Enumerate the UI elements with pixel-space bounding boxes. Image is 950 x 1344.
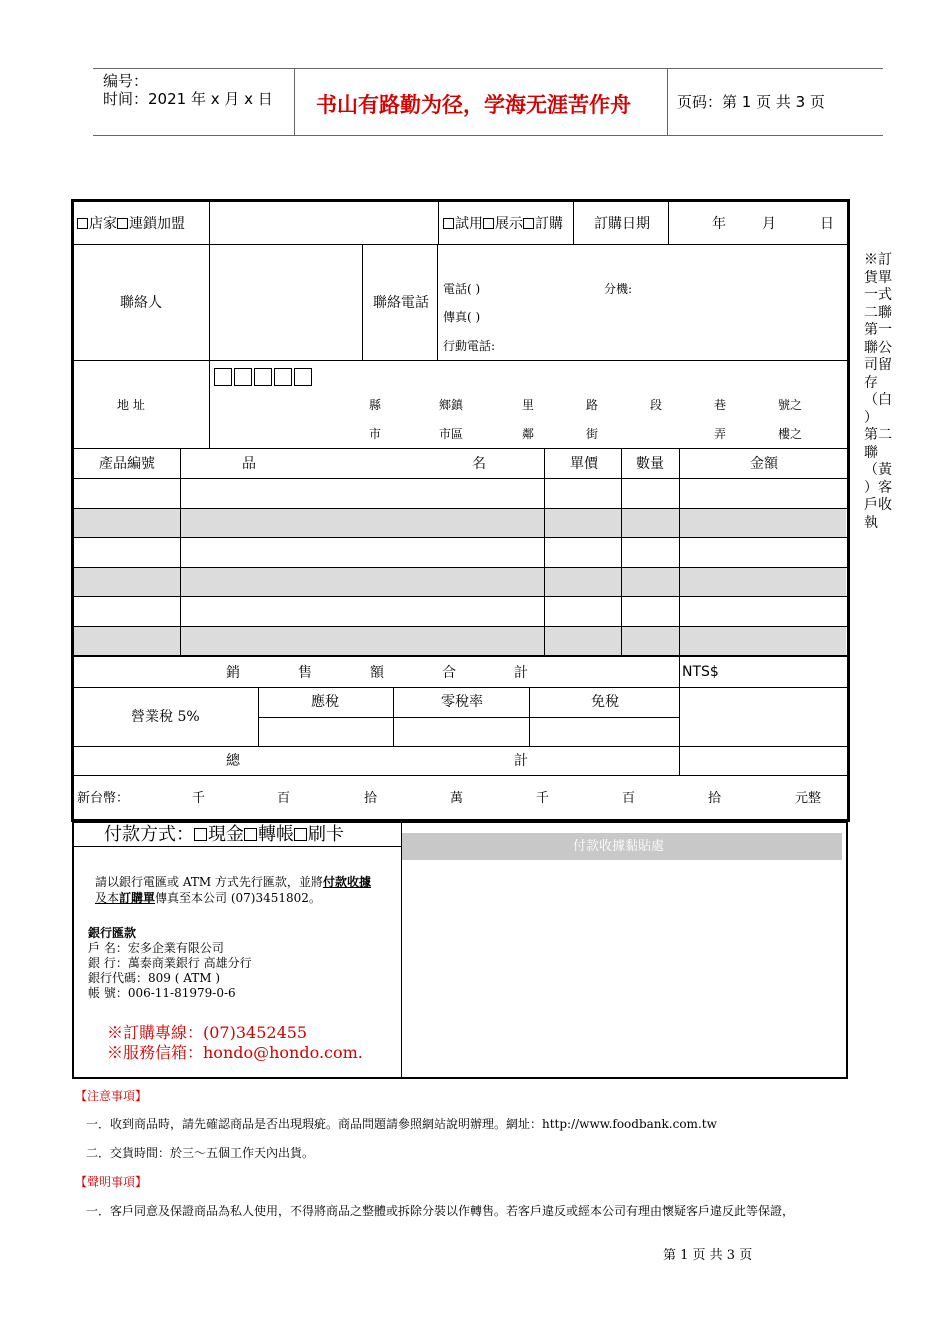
payment-method[interactable]: 付款方式： 現金 轉帳 刷卡: [104, 824, 344, 845]
table-row[interactable]: [74, 508, 846, 537]
side-note-line: 司留: [864, 357, 892, 373]
ntd-unit: 百: [622, 791, 636, 806]
side-note-line: （黃: [864, 462, 892, 478]
tax-label: 營業稅 5%: [131, 709, 200, 725]
ext-field[interactable]: 分機:: [604, 282, 633, 296]
contact-person-label: 聯絡人: [120, 295, 162, 311]
addr-unit: 號之: [778, 398, 803, 412]
order-hotline: ※訂購專線：(07)3452455: [107, 1023, 308, 1042]
ntd-label: 新台幣：: [77, 791, 130, 806]
declare-title: 【聲明事項】: [75, 1175, 148, 1189]
postal-code-boxes[interactable]: [214, 368, 314, 390]
grand-total-char: 總: [226, 753, 240, 769]
addr-unit: 弄: [714, 427, 727, 441]
addr-unit: 段: [650, 398, 663, 412]
tel-field[interactable]: 電話( ): [443, 282, 481, 296]
attention-item-2: 二．交貨時間：於三～五個工作天內出貨。: [86, 1146, 315, 1160]
ntd-unit: 萬: [450, 791, 464, 806]
declare-item-1: 一．客戶同意及保證商品為私人使用，不得將商品之整體或拆除分裝以作轉售。若客戶違反或經本公司有理由懷疑客戶違反此等保證，: [86, 1204, 795, 1218]
addr-unit: 市: [369, 427, 382, 441]
bank-title: 銀行匯款: [88, 926, 137, 940]
date-year: 年: [712, 216, 726, 232]
side-note: [864, 252, 900, 532]
side-note-line: 聯: [864, 444, 878, 461]
ntd-unit: 千: [192, 791, 206, 806]
addr-unit: 樓之: [778, 427, 803, 441]
checkbox-card[interactable]: [294, 828, 307, 841]
serial-label: 编号：: [103, 72, 149, 90]
col-amount: 金額: [750, 456, 778, 472]
col-unit-price: 單價: [570, 456, 598, 472]
tax-col-taxable: 應稅: [311, 694, 339, 710]
side-note-line: ）: [864, 409, 878, 426]
ntd-unit: 拾: [364, 791, 378, 806]
ntd-unit: 元整: [795, 791, 822, 806]
table-row[interactable]: [74, 626, 846, 655]
tax-col-zero: 零稅率: [441, 694, 483, 710]
postal-digit-box[interactable]: [214, 368, 232, 386]
side-note-line: 聯公: [864, 339, 892, 356]
side-note-line: 第一: [864, 322, 892, 338]
side-note-line: 戶收: [864, 497, 892, 513]
addr-unit: 路: [586, 398, 599, 412]
address-label: 地 址: [117, 398, 145, 412]
checkbox-chain[interactable]: [117, 218, 128, 229]
ntd-unit: 拾: [708, 791, 722, 806]
bank-code: 銀行代碼：809 ( ATM ): [88, 971, 221, 985]
side-note-line: 二聯: [864, 304, 892, 321]
addr-unit: 里: [522, 398, 535, 412]
side-note-line: 第二: [864, 427, 892, 443]
addr-unit: 市區: [439, 427, 464, 441]
postal-digit-box[interactable]: [234, 368, 252, 386]
payment-instructions: 請以銀行電匯或 ATM 方式先行匯款，並將付款收據 及本訂購單傳真至本公司 (07)3451802。: [95, 875, 371, 905]
sales-total-char: 合: [442, 665, 456, 681]
store-type-options[interactable]: 店家 連鎖加盟: [77, 217, 185, 231]
purpose-options[interactable]: 試用 展示 訂購: [443, 217, 563, 231]
date-day: 日: [820, 216, 834, 232]
currency-label: NTS$: [682, 664, 719, 680]
addr-unit: 巷: [714, 398, 727, 412]
date-month: 月: [762, 216, 776, 232]
addr-unit: 鄉鎮: [439, 398, 464, 412]
bank-account-no: 帳 號：006-11-81979-0-6: [88, 986, 236, 1000]
ntd-unit: 百: [277, 791, 291, 806]
col-name-1: 品: [242, 456, 256, 472]
addr-unit: 縣: [369, 398, 382, 412]
table-row[interactable]: [74, 567, 846, 596]
col-name-2: 名: [472, 456, 486, 472]
postal-digit-box[interactable]: [294, 368, 312, 386]
motto: 书山有路勤为径，学海无涯苦作舟: [316, 92, 631, 117]
sales-total-char: 額: [370, 665, 384, 681]
order-date-label: 訂購日期: [594, 216, 650, 232]
postal-digit-box[interactable]: [274, 368, 292, 386]
sales-total-char: 售: [298, 665, 312, 681]
sales-total-char: 銷: [226, 665, 240, 681]
grand-total-char: 計: [514, 753, 528, 769]
side-note-line: 存: [864, 374, 878, 391]
side-note-line: ※訂: [864, 252, 892, 268]
checkbox-order[interactable]: [523, 218, 534, 229]
addr-unit: 街: [586, 427, 599, 441]
receipt-paste-label: 付款收據黏貼處: [573, 839, 665, 854]
time-label: 时间：2021 年 x 月 x 日: [103, 90, 273, 108]
checkbox-transfer[interactable]: [244, 828, 257, 841]
col-product-no: 產品編號: [99, 456, 155, 472]
col-quantity: 數量: [636, 456, 664, 472]
attention-title: 【注意事項】: [75, 1089, 148, 1103]
side-note-line: 執: [864, 514, 878, 531]
bank-account-name: 戶 名：宏多企業有限公司: [88, 941, 224, 955]
checkbox-display[interactable]: [483, 218, 494, 229]
page-label: 页码：第 1 页 共 3 页: [677, 93, 825, 111]
postal-digit-box[interactable]: [254, 368, 272, 386]
side-note-line: ）客: [864, 479, 892, 496]
attention-item-1: 一．收到商品時，請先確認商品是否出現瑕疵。商品問題請參照網站說明辦理。網址：http://www.foodbank.com.tw: [86, 1117, 717, 1131]
tax-col-exempt: 免稅: [591, 694, 619, 710]
addr-unit: 鄰: [522, 427, 535, 441]
mobile-field[interactable]: 行動電話:: [443, 339, 496, 353]
checkbox-cash[interactable]: [194, 828, 207, 841]
side-note-line: 貨單: [864, 269, 892, 286]
contact-phone-label: 聯絡電話: [373, 295, 429, 311]
sales-total-char: 計: [514, 665, 528, 681]
side-note-line: 一式: [864, 287, 892, 303]
ntd-unit: 千: [536, 791, 550, 806]
fax-field[interactable]: 傳真( ): [443, 310, 481, 324]
bank-name: 銀 行：萬泰商業銀行 高雄分行: [88, 956, 252, 970]
checkbox-store[interactable]: [77, 218, 88, 229]
side-note-line: （白: [864, 392, 892, 408]
checkbox-trial[interactable]: [443, 218, 454, 229]
service-email[interactable]: ※服務信箱：hondo@hondo.com.: [107, 1043, 363, 1062]
footer-page: 第 1 页 共 3 页: [663, 1248, 753, 1263]
